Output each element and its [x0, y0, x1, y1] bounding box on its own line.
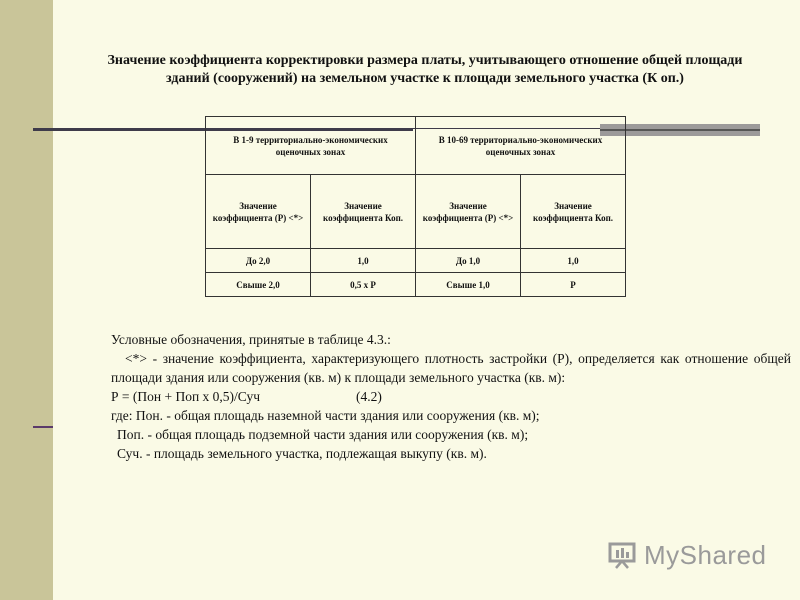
zone-header-10-69: В 10-69 территориально-экономических оценочных зонах: [416, 117, 626, 175]
table-cell: До 2,0: [206, 249, 311, 273]
notes-where-pon: где: Пон. - общая площадь наземной части здания или сооружения (кв. м);: [111, 408, 540, 423]
formula-number: (4.2): [356, 389, 382, 404]
formula-line: [111, 387, 791, 406]
table-row: [206, 273, 626, 297]
table-cell: 1,0: [311, 249, 416, 273]
table-cell: 0,5 х Р: [311, 273, 416, 297]
table-cell: Р: [521, 273, 626, 297]
table-column-header-row: [206, 175, 626, 249]
table-zone-header-row: [206, 117, 626, 175]
notes-pop: Поп. - общая площадь подземной части здания или сооружения (кв. м);: [117, 427, 529, 442]
decorative-left-mark: [33, 426, 53, 428]
column-header-p-2: Значение коэффициента (Р) <*>: [416, 175, 521, 249]
notes-such: Суч. - площадь земельного участка, подлежащая выкупу (кв. м).: [117, 446, 487, 461]
coefficient-table: [205, 116, 626, 297]
formula: Р = (Пон + Поп х 0,5)/Суч: [111, 389, 261, 404]
table-cell: 1,0: [521, 249, 626, 273]
table-cell: До 1,0: [416, 249, 521, 273]
column-header-kop-1: Значение коэффициента Коп.: [311, 175, 416, 249]
table-row: [206, 249, 626, 273]
notes-definition: <*> - значение коэффициента, характеризующего плотность застройки (Р), определяется как отношение общей площади здания или сооружения (кв. м) к площади земельного участка (кв. м):: [111, 351, 791, 385]
slide-title: Значение коэффициента корректировки размера платы, учитывающего отношение общей площади зданий (сооружений) на земельном участке к площади земельного участка (К оп.): [107, 53, 743, 86]
notes-block: [111, 330, 791, 463]
table-cell: Свыше 1,0: [416, 273, 521, 297]
column-header-p-1: Значение коэффициента (Р) <*>: [206, 175, 311, 249]
table-cell: Свыше 2,0: [206, 273, 311, 297]
notes-heading: Условные обозначения, принятые в таблице 4.3.:: [111, 332, 391, 347]
watermark-text: MyShared: [644, 539, 767, 570]
column-header-kop-2: Значение коэффициента Коп.: [521, 175, 626, 249]
myshared-watermark: [608, 538, 767, 572]
zone-header-1-9: В 1-9 территориально-экономических оценочных зонах: [206, 117, 416, 175]
myshared-logo-icon: [608, 541, 638, 569]
left-decorative-bar: [0, 0, 53, 600]
